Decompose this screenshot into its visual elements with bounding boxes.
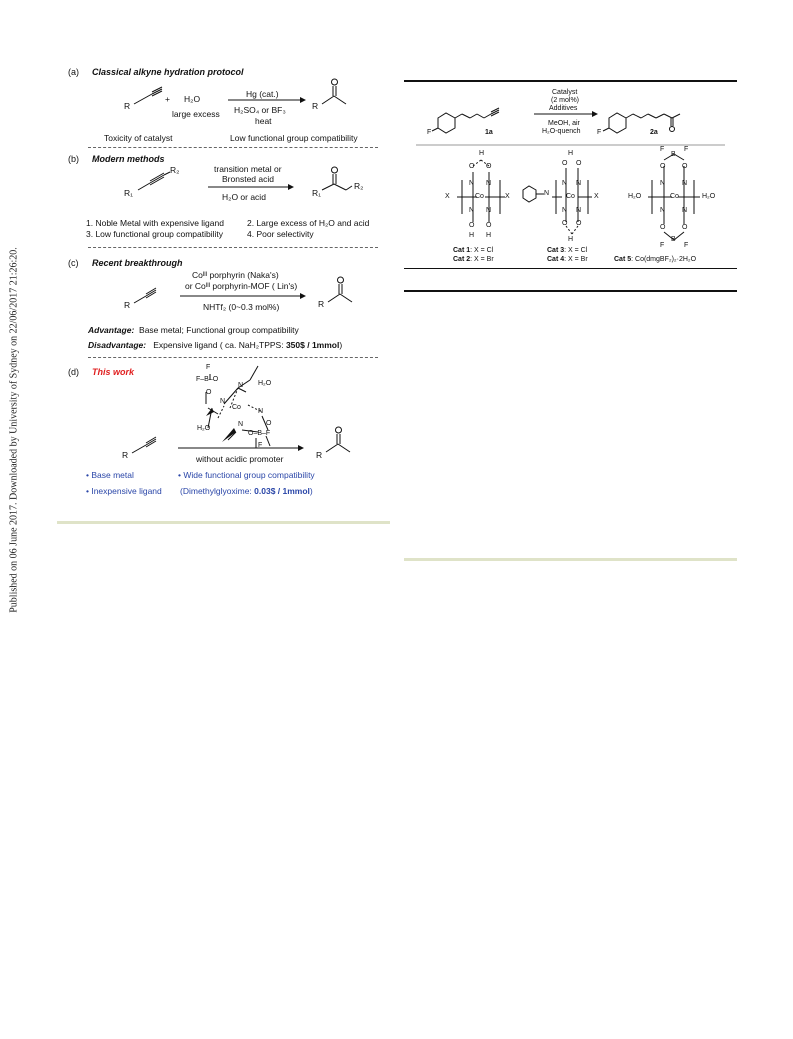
cat34-n-3: N	[562, 207, 568, 214]
scheme-d-title: This work	[92, 367, 135, 377]
bullet-inexpensive-ligand-text: Inexpensive ligand	[91, 486, 162, 496]
cat34-h-bottom: H	[568, 236, 574, 243]
scheme-c-letter: (c)	[68, 258, 79, 268]
caption-cat1-name: Cat 1	[453, 247, 471, 254]
caption-cat2-x: : X = Br	[470, 256, 494, 263]
cat12-cobalt: Co	[475, 193, 484, 200]
scheme-b-reagent-2: Bronsted acid	[222, 174, 274, 184]
scheme-b-product-r2: R₂	[354, 181, 364, 191]
cat5-n-1: N	[660, 180, 666, 187]
table-bottom-rule	[404, 290, 737, 292]
caption-cat4	[547, 256, 588, 263]
caption-cat4-name: Cat 4	[547, 256, 565, 263]
cat34-x: X	[594, 193, 599, 200]
bullet-compatibility-text: Wide functional group compatibility	[183, 470, 315, 480]
cat-o-2: O	[266, 420, 272, 427]
cat5-h2o-right: H₂O	[702, 193, 716, 200]
disadvantage-close: )	[339, 340, 343, 350]
advantage-text: Base metal; Functional group compatibility	[139, 325, 299, 335]
cat5-n-4: N	[682, 207, 688, 214]
right-figure-footer-rule	[404, 558, 737, 561]
cat5-cobalt: Co	[670, 193, 679, 200]
caption-cat5-formula: : Co(dmgBF₂)₂·2H₂O	[631, 256, 697, 263]
caption-cat1	[453, 247, 493, 254]
cat5-o-top-left: O	[660, 163, 666, 170]
disadvantage-cost: 350$ / 1mmol	[285, 340, 340, 350]
cat5-n-3: N	[660, 207, 666, 214]
cat12-h-bottom-right: H	[486, 232, 492, 239]
cat-f-bottom: F	[258, 442, 263, 449]
arrow-quench: H₂O-quench	[542, 128, 581, 135]
cat12-n-3: N	[469, 207, 475, 214]
cat12-n-4: N	[486, 207, 492, 214]
cat5-f-bottom-right: F	[684, 242, 689, 249]
caption-cat2	[453, 256, 494, 263]
cat34-o-top-right: O	[576, 160, 582, 167]
scheme-a-water-note: large excess	[172, 109, 220, 119]
caption-cat3-name: Cat 3	[547, 247, 565, 254]
table-mid-rule	[404, 268, 737, 269]
sm-label-1a: 1a	[485, 129, 493, 136]
scheme-d-condition: without acidic promoter	[196, 454, 284, 464]
cat-obf: O–B–F	[248, 430, 271, 437]
scheme-b-title: Modern methods	[92, 154, 165, 164]
caption-cat3-x: : X = Cl	[564, 247, 588, 254]
cat12-o-top-right: O	[486, 163, 492, 170]
caption-cat5	[614, 256, 696, 263]
scheme-b-r2: R₂	[170, 165, 180, 175]
scheme-c-reagent-1: Coᴵᴵᴵ porphyrin (Naka's)	[192, 270, 279, 280]
cat-h2o-left: H₂O	[197, 425, 211, 432]
scheme-c-reagent-2: or Coᴵᴵᴵ porphyrin-MOF ( Lin's)	[185, 281, 298, 291]
scheme-b-product-r1: R₁	[312, 188, 322, 198]
advantage-label: Advantage:	[88, 325, 135, 335]
cat-f-top: F	[206, 364, 211, 371]
cat12-x-left: X	[445, 193, 450, 200]
cat34-o-bottom-left: O	[562, 220, 568, 227]
scheme-b-note-3: 3. Low functional group compatibility	[86, 229, 224, 239]
cat34-n-1: N	[562, 180, 568, 187]
caption-cat5-name: Cat 5	[614, 256, 632, 263]
cat5-b-top: B	[671, 151, 676, 158]
cat5-n-2: N	[682, 180, 688, 187]
scheme-a-r-product: R	[312, 101, 319, 111]
cat34-h-top: H	[568, 150, 574, 157]
product-fluorine: F	[597, 129, 602, 136]
caption-cat1-x: : X = Cl	[470, 247, 494, 254]
scheme-b-letter: (b)	[68, 154, 79, 164]
scheme-a-note-right: Low functional group compatibility	[230, 133, 358, 143]
scheme-c-reagent-3: NHTf₂ (0~0.3 mol%)	[203, 302, 280, 312]
caption-cat3	[547, 247, 587, 254]
cat-o-1: O	[206, 389, 212, 396]
scheme-a-catalyst: Hg (cat.)	[246, 89, 279, 99]
arrow-solvent: MeOH, air	[548, 120, 580, 127]
scheme-c-r-product: R	[318, 299, 325, 309]
bullet-cost-close: )	[309, 486, 313, 496]
scheme-a-r-start: R	[124, 101, 131, 111]
scheme-a-note-left: Toxicity of catalyst	[104, 133, 173, 143]
cat5-h2o-left: H₂O	[628, 193, 642, 200]
cat34-cobalt: Co	[566, 193, 575, 200]
cat12-o-bottom-left: O	[469, 222, 475, 229]
cat-bf-top: F–B–O	[196, 376, 219, 383]
cat12-o-top-left: O	[469, 163, 475, 170]
cat34-n-4: N	[576, 207, 582, 214]
cat12-n-1: N	[469, 180, 475, 187]
cat5-f-bottom-left: F	[660, 242, 665, 249]
scheme-a-letter: (a)	[68, 67, 79, 77]
cat5-f-top-left: F	[660, 146, 665, 153]
cat-h2o-right: H₂O	[258, 380, 272, 387]
cat-n-3: N	[238, 421, 244, 428]
cat5-o-top-right: O	[682, 163, 688, 170]
product-label-2a: 2a	[650, 129, 658, 136]
cat34-pyridine-n: N	[544, 190, 550, 197]
bullet-inexpensive-ligand: • Inexpensive ligand	[86, 486, 162, 496]
bullet-cost-bold: 0.03$ / 1mmol	[254, 486, 310, 496]
arrow-additives: Additives	[549, 105, 578, 112]
arrow-loading: (2 mol%)	[551, 97, 580, 104]
cat12-h-top: H	[479, 150, 485, 157]
cat-cobalt: Co	[232, 404, 241, 411]
scheme-b-reagent-1: transition metal or	[214, 164, 282, 174]
scheme-d-r-start: R	[122, 450, 129, 460]
cat-n-h2o: N	[238, 382, 244, 389]
cat12-x-right: X	[505, 193, 510, 200]
cat34-n-2: N	[576, 180, 582, 187]
cat12-n-2: N	[486, 180, 492, 187]
scheme-d-letter: (d)	[68, 367, 79, 377]
scheme-c-r-start: R	[124, 300, 131, 310]
scheme-a-water: H₂O	[184, 94, 201, 104]
bullet-base-metal-text: Base metal	[91, 470, 134, 480]
cat12-h-bottom-left: H	[469, 232, 475, 239]
arrow-catalyst: Catalyst	[552, 89, 578, 96]
scheme-c-title: Recent breakthrough	[92, 258, 183, 268]
scheme-a-heat: heat	[255, 116, 272, 126]
cat5-f-top-right: F	[684, 146, 689, 153]
cat34-o-bottom-right: O	[576, 220, 582, 227]
reaction-structures	[0, 0, 793, 300]
scheme-b-note-2: 2. Large excess of H₂O and acid	[247, 218, 370, 228]
cat34-o-top-left: O	[562, 160, 568, 167]
cat5-o-bottom-left: O	[660, 224, 666, 231]
disadvantage-label: Disadvantage:	[88, 340, 147, 350]
bullet-base-metal: • Base metal	[86, 470, 134, 480]
scheme-a-plus: +	[165, 94, 170, 104]
download-note: Published on 06 June 2017. Downloaded by University of Sydney on 22/06/2017 21:26:20.	[8, 247, 20, 613]
sm-fluorine: F	[427, 129, 432, 136]
cat-n-2: N	[258, 408, 264, 415]
caption-cat2-name: Cat 2	[453, 256, 471, 263]
cat5-o-bottom-right: O	[682, 224, 688, 231]
scheme-a-title: Classical alkyne hydration protocol	[92, 67, 244, 77]
scheme-b-note-1: 1. Noble Metal with expensive ligand	[86, 218, 224, 228]
bullet-cost-text: (Dimethylglyoxime:	[180, 486, 255, 496]
disadvantage-text: Expensive ligand ( ca. NaH₂TPPS:	[153, 340, 286, 350]
scheme-a-acid: H₂SO₄ or BF₃	[234, 105, 286, 115]
scheme-b-note-4: 4. Poor selectivity	[247, 229, 314, 239]
bullet-compatibility: • Wide functional group compatibility	[178, 470, 315, 480]
scheme-b-reagent-3: H₂O or acid	[222, 192, 266, 202]
caption-cat4-x: : X = Br	[564, 256, 588, 263]
cat-n-1: N	[220, 398, 226, 405]
scheme-d-r-product: R	[316, 450, 323, 460]
scheme-b-r1: R₁	[124, 188, 134, 198]
cat5-b-bottom: B	[671, 236, 676, 243]
cat12-o-bottom-right: O	[486, 222, 492, 229]
